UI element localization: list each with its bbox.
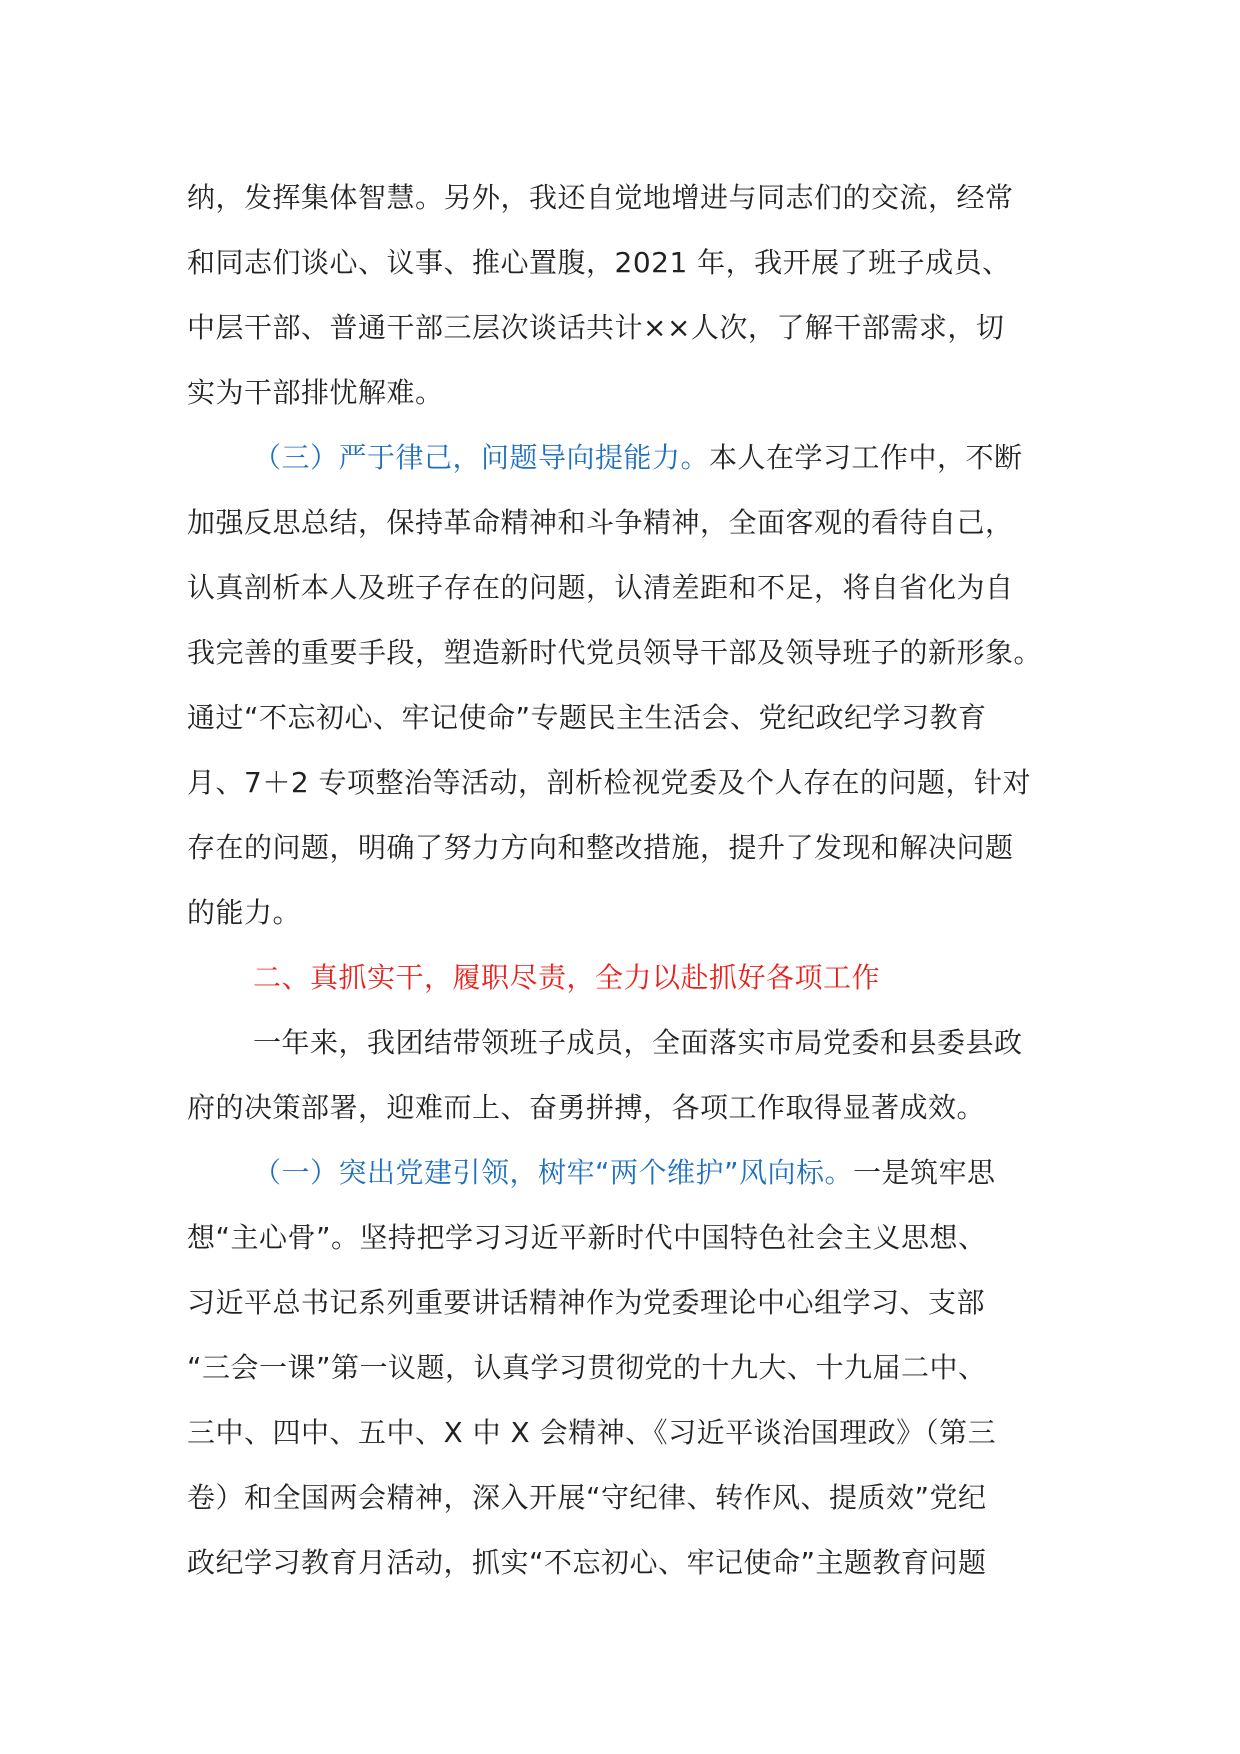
text-line: 实为干部排忧解难。 (187, 376, 444, 409)
text-line: 的能力。 (187, 896, 302, 929)
text-line: 存在的问题，明确了努力方向和整改措施，提升了发现和解决问题 (187, 831, 1014, 864)
text-line: 加强反思总结，保持革命精神和斗争精神，全面客观的看待自己， (187, 506, 1014, 539)
text-line: 中层干部、普通干部三层次谈话共计××人次，了解干部需求，切 (187, 311, 1005, 344)
text-line: 我完善的重要手段，塑造新时代党员领导干部及领导班子的新形象。 (187, 636, 1043, 669)
text-line: 政纪学习教育月活动，抓实“不忘初心、牢记使命”主题教育问题 (187, 1546, 987, 1579)
paragraph-first-line (187, 425, 1067, 490)
subheading-3: （三）严于律己，问题导向提能力。 (253, 441, 710, 474)
text-line: 通过“不忘初心、牢记使命”专题民主生活会、党纪政纪学习教育 (187, 701, 987, 734)
section-heading-2: 二、真抓实干，履职尽责，全力以赴抓好各项工作 (253, 961, 881, 994)
text-line: 习近平总书记系列重要讲话精神作为党委理论中心组学习、支部 (187, 1286, 986, 1319)
paragraph-text: 一是筑牢思 (853, 1156, 996, 1189)
paragraph-first-line: 一年来，我团结带领班子成员，全面落实市局党委和县委县政 (253, 1026, 1023, 1059)
subheading-1: （一）突出党建引领，树牢“两个维护”风向标。 (253, 1156, 854, 1189)
text-line: 想“主心骨”。坚持把学习习近平新时代中国特色社会主义思想、 (187, 1221, 987, 1254)
paragraph-text: 本人在学习工作中，不断 (709, 441, 1023, 474)
text-line: 府的决策部署，迎难而上、奋勇拼搏，各项工作取得显著成效。 (187, 1091, 986, 1124)
document-body (187, 165, 1067, 1595)
text-line: 和同志们谈心、议事、推心置腹，2021 年，我开展了班子成员、 (187, 246, 1011, 279)
text-line: 月、7＋2 专项整治等活动，剖析检视党委及个人存在的问题，针对 (187, 766, 1032, 799)
text-line: 纳，发挥集体智慧。另外，我还自觉地增进与同志们的交流，经常 (187, 181, 1014, 214)
text-line: 三中、四中、五中、X 中 X 会精神、《习近平谈治国理政》（第三 (187, 1416, 997, 1449)
text-line: 卷）和全国两会精神，深入开展“守纪律、转作风、提质效”党纪 (187, 1481, 987, 1514)
text-line: 认真剖析本人及班子存在的问题，认清差距和不足，将自省化为自 (187, 571, 1014, 604)
text-line: “三会一课”第一议题，认真学习贯彻党的十九大、十九届二中、 (187, 1351, 987, 1384)
paragraph-first-line (187, 1140, 1067, 1205)
